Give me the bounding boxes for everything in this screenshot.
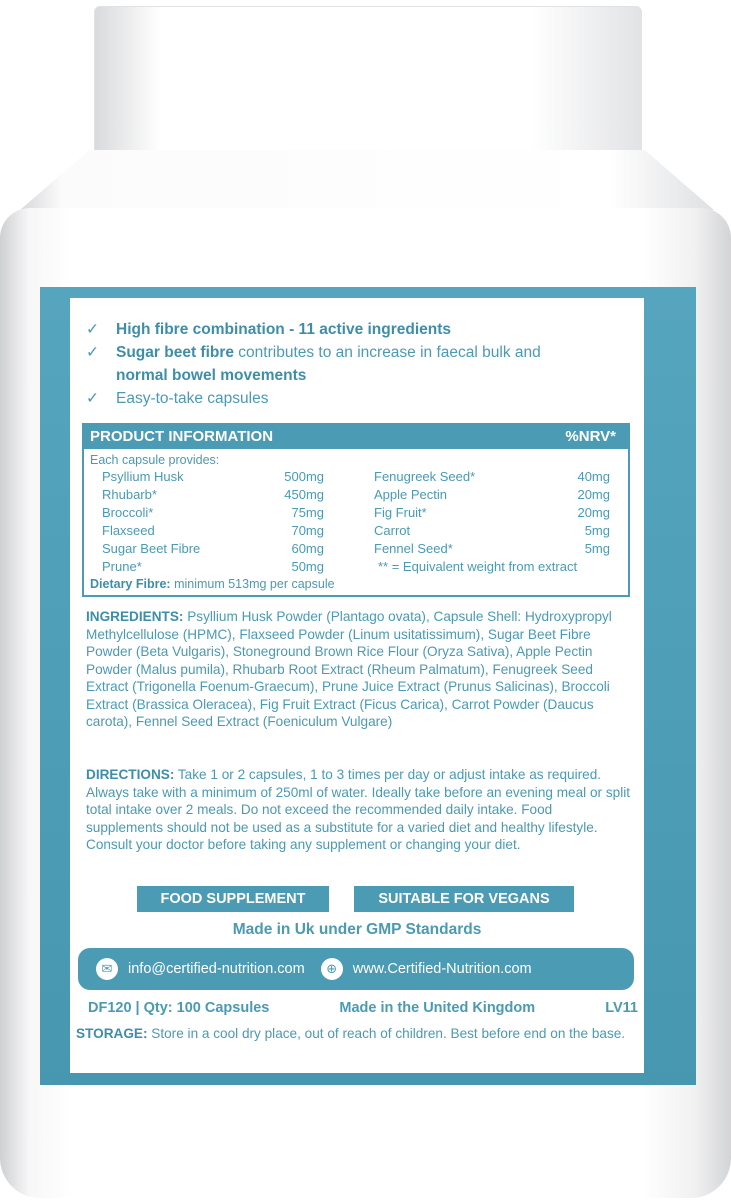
nutrient-value: 5mg (584, 541, 610, 556)
ingredients-text: Psyllium Husk Powder (Plantago ovata), Capsule Shell: Hydroxypropyl Methylcellulose (HPMC), Flaxseed Powder (Linum usitatissimum), Sugar Beet Fibre Powder (Beta Vulgaris), Stoneground Brown Rice Flour (Oryza Sativa), Apple Pectin Powder (Malus pumila), Rhubarb Root Extract (Rheum Palmatum), Fenugreek Seed Extract (Trigonella Foenum-Graecum), Prune Juice Extract (Prunus Salicinas), Broccoli Extract (Brassica Oleracea), Fig Fruit Extract (Ficus Carica), Carrot Powder (Daucus carota), Fennel Seed Extract (Foeniculum Vulgare) (86, 609, 612, 729)
product-info-title: PRODUCT INFORMATION (90, 427, 274, 445)
benefit-item (86, 387, 646, 410)
nutrient-row (102, 523, 324, 541)
directions-label: DIRECTIONS: (86, 767, 175, 782)
email-address: info@certified-nutrition.com (128, 961, 305, 977)
dietary-fibre (90, 577, 335, 591)
nutrient-value: 75mg (291, 505, 324, 520)
nutrient-value: 50mg (291, 559, 324, 574)
email-contact (96, 958, 305, 980)
nutrient-row (374, 469, 610, 487)
nutrient-name: Prune* (102, 559, 142, 574)
website-url: www.Certified-Nutrition.com (352, 961, 532, 977)
globe-icon: ⊕ (321, 958, 343, 980)
nutrient-value: 20mg (577, 505, 610, 520)
nutrient-row (374, 505, 610, 523)
nutrient-row (102, 541, 324, 559)
storage-text: Store in a cool dry place, out of reach of children. Best before end on the base. (147, 1026, 626, 1041)
vegan-text: SUITABLE FOR VEGANS (378, 891, 550, 907)
nutrient-name: Psyllium Husk (102, 469, 184, 484)
nutrient-value: 60mg (291, 541, 324, 556)
bottle-shoulder (20, 150, 714, 210)
website-contact (321, 958, 532, 980)
nutrient-row (102, 505, 324, 523)
nutrient-row (102, 487, 324, 505)
nutrient-value: 450mg (284, 487, 324, 502)
ingredients-section (86, 608, 632, 731)
benefit-text: Easy-to-take capsules (116, 390, 269, 407)
nutrient-name: Rhubarb* (102, 487, 157, 502)
benefit-bold: Sugar beet fibre (116, 344, 234, 361)
nutrient-value: 5mg (584, 523, 610, 538)
gmp-statement: Made in Uk under GMP Standards (232, 921, 482, 938)
nutrient-name: Fennel Seed* (374, 541, 453, 556)
storage-section (76, 1025, 636, 1043)
benefit-list (86, 318, 646, 410)
product-codes (88, 1000, 638, 1016)
nutrient-name: Fig Fruit* (374, 505, 427, 520)
nutrient-value: 500mg (284, 469, 324, 484)
made-in: Made in the United Kingdom (339, 1000, 536, 1016)
lot-code: LV11 (605, 1000, 638, 1016)
nutrient-row (374, 487, 610, 505)
food-supplement-badge (137, 886, 329, 912)
extract-note: ** = Equivalent weight from extract (378, 559, 578, 574)
checkmark-icon: ✓ (86, 390, 99, 407)
nutrient-name: Carrot (374, 523, 411, 538)
benefit-item (86, 318, 646, 341)
benefit-text: contributes to an increase in faecal bulk and (234, 344, 541, 361)
food-supplement-text: FOOD SUPPLEMENT (160, 891, 306, 907)
checkmark-icon: ✓ (86, 321, 99, 338)
nrv-label: %NRV* (565, 427, 616, 445)
dietary-fibre-label: Dietary Fibre: (90, 577, 171, 591)
nutrient-name: Sugar Beet Fibre (102, 541, 201, 556)
nutrient-name: Apple Pectin (374, 487, 447, 502)
nutrient-name: Fenugreek Seed* (374, 469, 476, 484)
nutrient-row (374, 523, 610, 541)
benefit-item (86, 341, 646, 387)
nutrient-row (102, 559, 324, 577)
dietary-fibre-text: minimum 513mg per capsule (170, 577, 335, 591)
ingredients-label: INGREDIENTS: (86, 609, 184, 624)
benefit-text: High fibre combination - 11 active ingredients (116, 321, 452, 338)
bottle-cap (94, 6, 642, 156)
checkmark-icon: ✓ (86, 344, 99, 361)
product-code: DF120 | Qty: 100 Capsules (88, 1000, 270, 1016)
provides-label: Each capsule provides: (90, 453, 220, 467)
product-info-header (82, 423, 630, 449)
nutrient-row (102, 469, 324, 487)
product-info-table (82, 449, 630, 597)
nutrient-value: 70mg (291, 523, 324, 538)
directions-section (86, 766, 632, 854)
storage-label: STORAGE: (76, 1026, 148, 1041)
nutrient-value: 20mg (577, 487, 610, 502)
envelope-icon: ✉ (96, 958, 118, 980)
nutrient-value: 40mg (577, 469, 610, 484)
benefit-bold: normal bowel movements (116, 367, 307, 384)
directions-text: Take 1 or 2 capsules, 1 to 3 times per day or adjust intake as required. Always take with a minimum of 250ml of water. Ideally take before an evening meal or split total intake over 2 meals. Do not exceed the recommended daily intake. Food supplements should not be used as a substitute for a varied diet and healthy lifestyle. Consult your doctor before taking any supplement or changing your diet. (86, 767, 631, 852)
contact-bar (78, 948, 634, 990)
nutrient-name: Broccoli* (102, 505, 154, 520)
nutrient-name: Flaxseed (102, 523, 155, 538)
nutrient-row (374, 541, 610, 559)
vegan-badge (354, 886, 574, 912)
